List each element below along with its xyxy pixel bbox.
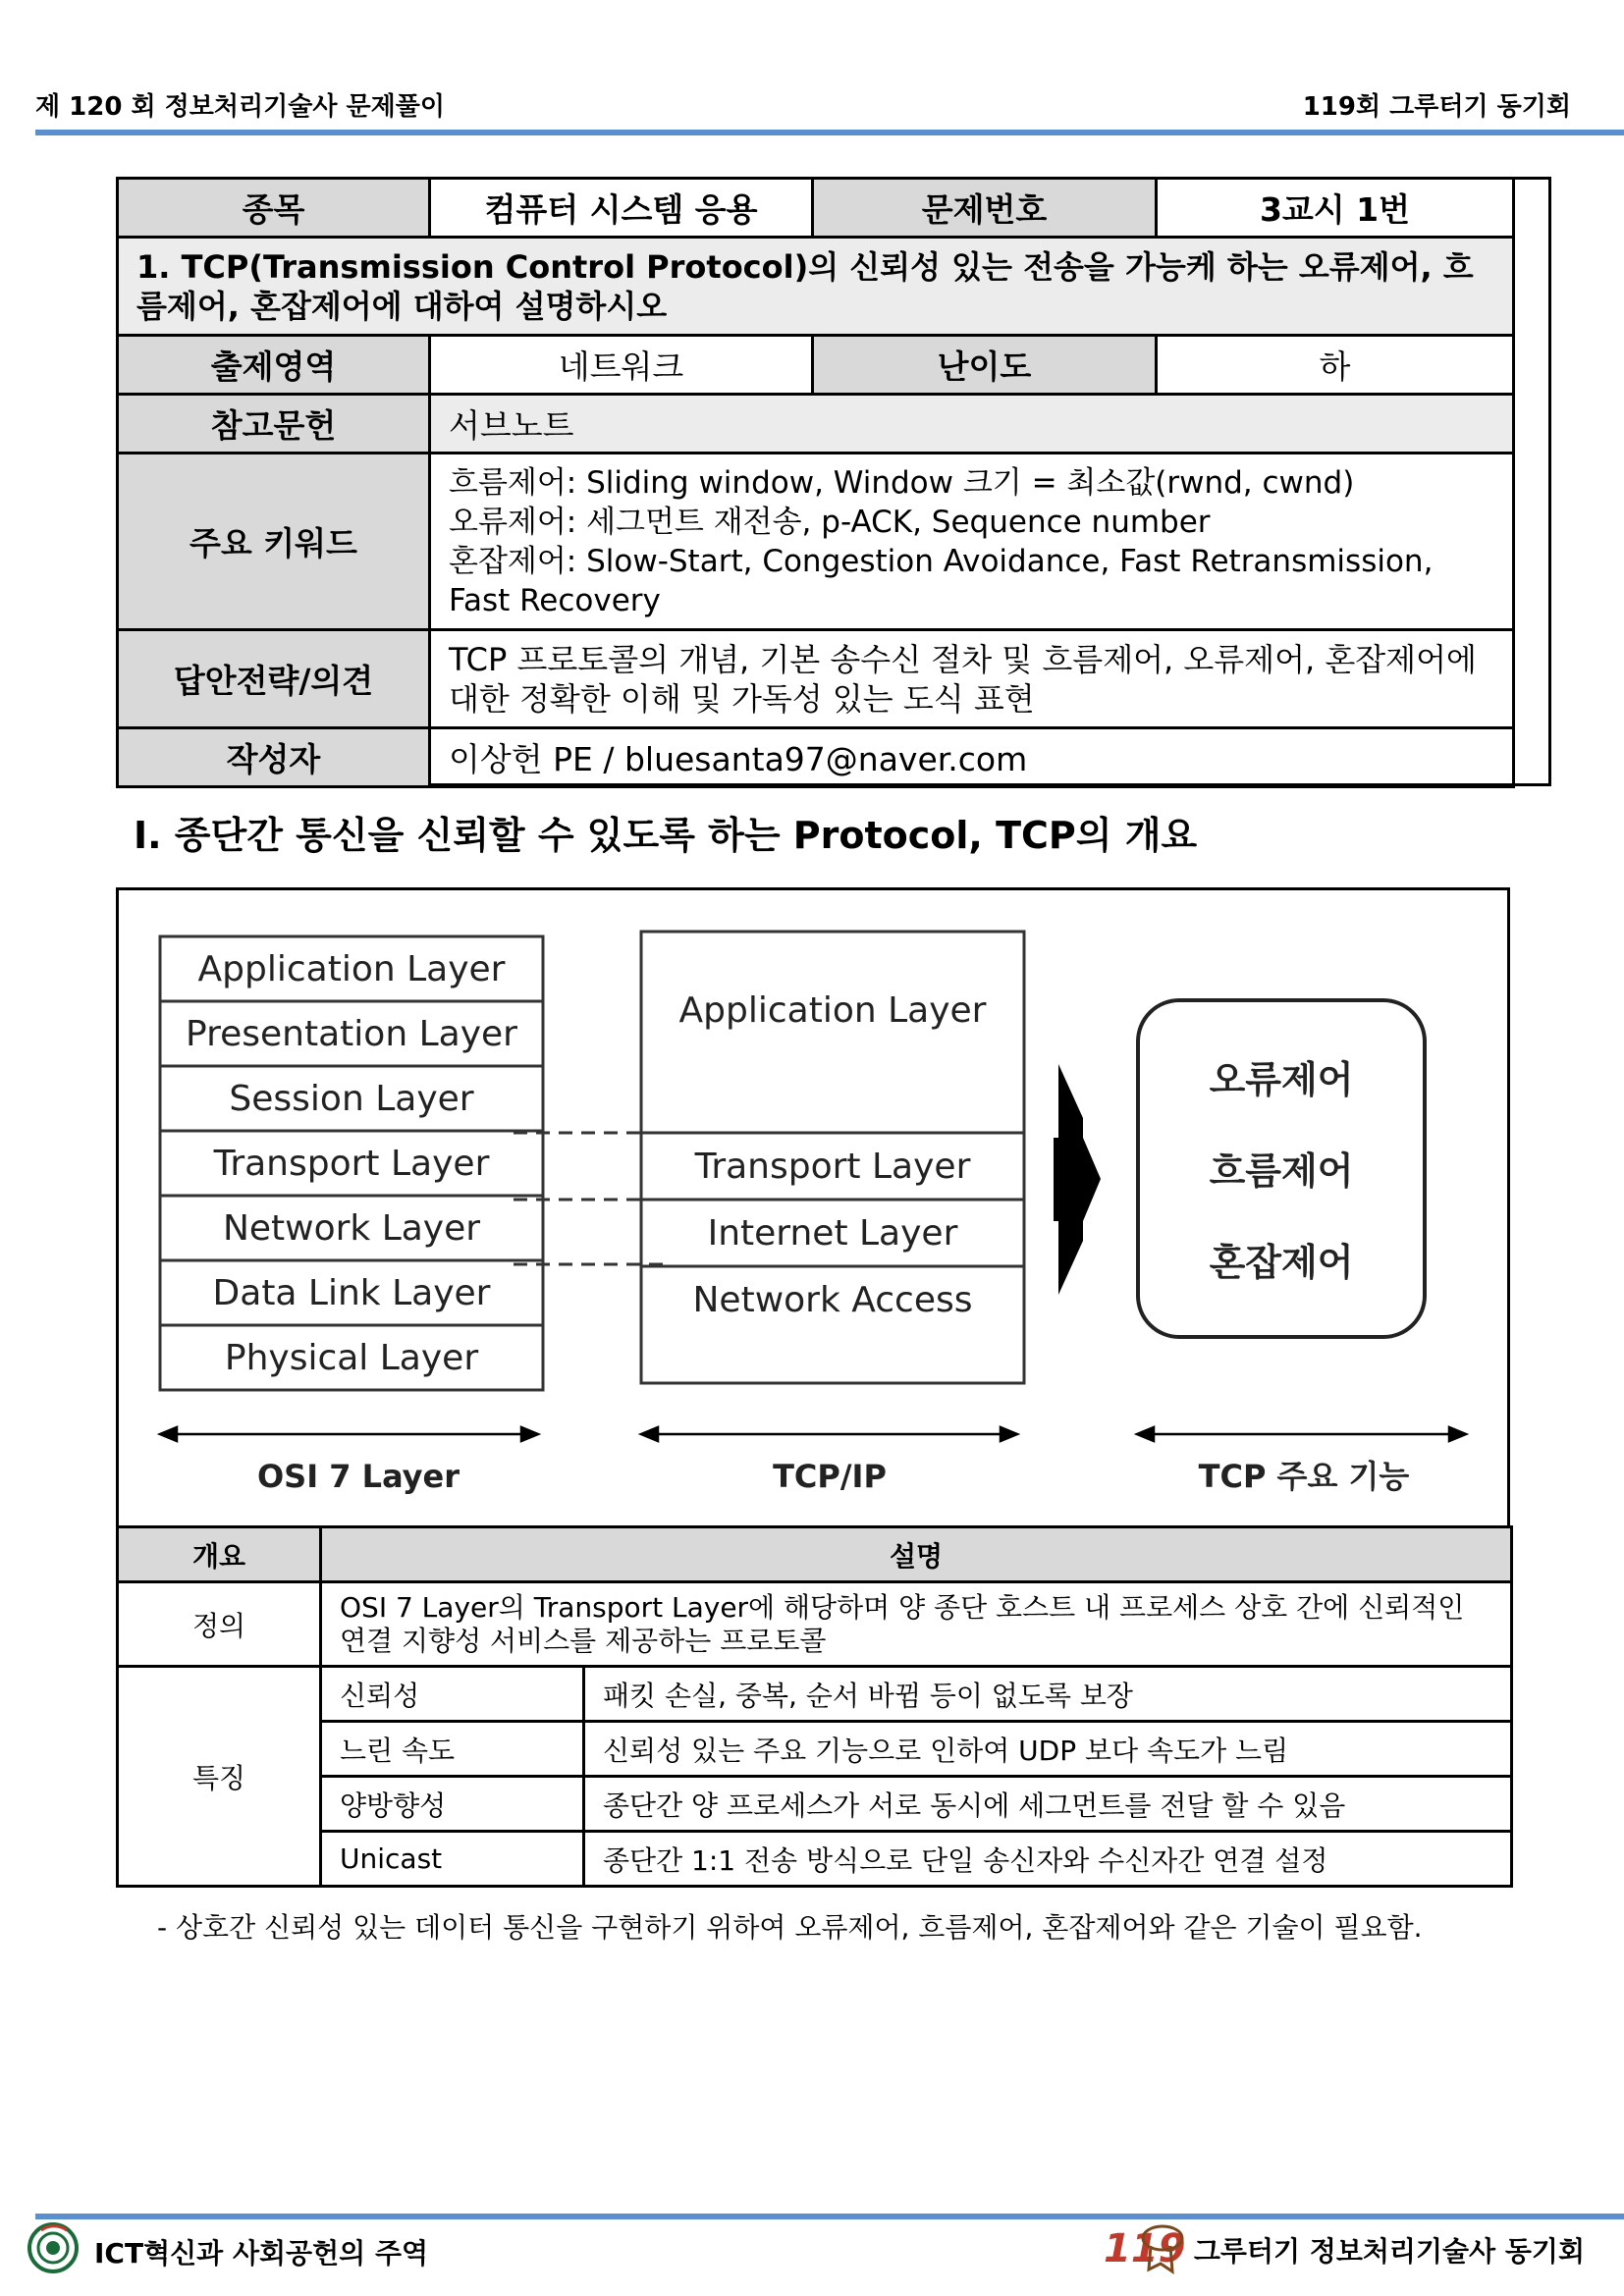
feature-desc: 종단간 양 프로세스가 서로 동시에 세그먼트를 전달 할 수 있음 [584,1777,1512,1832]
osi-layer-transport: Transport Layer [213,1144,490,1184]
footer-org-name: 그루터기 정보처리기술사 동기회 [1193,2235,1585,2268]
tcpip-layer-internet: Internet Layer [707,1213,958,1254]
feature-desc: 종단간 1:1 전송 방식으로 단일 송신자와 수신자간 연결 설정 [584,1832,1512,1887]
overview-header-category: 개요 [118,1527,321,1582]
ict-logo-icon [27,2222,79,2273]
header-left-title: 제 120 회 정보처리기술사 문제풀이 [35,92,445,122]
tcpip-layer-transport: Transport Layer [694,1147,971,1187]
reference-label: 참고문헌 [118,395,430,454]
logo-number: 119 [1104,2226,1186,2271]
osi-layer-session: Session Layer [229,1079,474,1119]
keyword-error: 오류제어: 세그먼트 재전송, p-ACK, Sequence number [449,504,1211,540]
overview-header-description: 설명 [321,1527,1512,1582]
tcpip-stack [641,932,1024,1383]
keywords-value [430,454,1514,630]
table-row [118,1722,1512,1777]
area-value: 네트워크 [430,336,813,395]
definition-label: 정의 [118,1582,321,1667]
tcpip-layer-network-access: Network Access [692,1280,973,1320]
header-right-title: 119회 그루터기 동기회 [1302,92,1571,122]
osi-layer-application: Application Layer [197,949,506,989]
tcp-functions-box [1138,1000,1425,1337]
grutergi-logo [1102,2216,1190,2275]
tcp-overview-table [116,1525,1513,1888]
feature-desc: 신뢰성 있는 주요 기능으로 인하여 UDP 보다 속도가 느림 [584,1722,1512,1777]
function-error-control: 오류제어 [1209,1058,1354,1101]
reference-value: 서브노트 [430,395,1514,454]
tcpip-caption: TCP/IP [773,1458,887,1495]
osi-layer-presentation: Presentation Layer [186,1014,517,1054]
definition-text: OSI 7 Layer의 Transport Layer에 해당하며 양 종단 호스트 내 프로세스 상호 간에 신뢰적인 연결 지향성 서비스를 제공하는 프로토콜 [321,1582,1512,1667]
functions-caption: TCP 주요 기능 [1198,1458,1410,1495]
function-congestion-control: 혼잡제어 [1209,1241,1354,1284]
osi-caption: OSI 7 Layer [256,1458,460,1495]
area-label: 출제영역 [118,336,430,395]
header-divider [35,130,1624,135]
tcp-diagram [116,887,1510,1525]
tcp-diagram-svg [116,887,1510,1525]
osi-layer-network: Network Layer [222,1208,481,1249]
feature-name: 신뢰성 [321,1667,584,1722]
feature-name: 느린 속도 [321,1722,584,1777]
question-info-table [116,177,1515,788]
table-row [118,1667,1512,1722]
section-title: I. 종단간 통신을 신뢰할 수 있도록 하는 Protocol, TCP의 개요 [134,814,1198,857]
osi-layer-datalink: Data Link Layer [212,1273,491,1313]
feature-desc: 패킷 손실, 중복, 순서 바뀜 등이 없도록 보장 [584,1667,1512,1722]
keyword-congestion: 혼잡제어: Slow-Start, Congestion Avoidance, Fast Retransmission, Fast Recovery [449,543,1434,618]
question-number-label: 문제번호 [813,179,1157,238]
tcpip-layer-application: Application Layer [678,990,987,1031]
footer-slogan: ICT혁신과 사회공헌의 주역 [94,2237,429,2269]
function-flow-control: 흐름제어 [1209,1149,1354,1193]
strategy-label: 답안전략/의견 [118,630,430,728]
author-value: 이상헌 PE / bluesanta97@naver.com [430,728,1514,787]
keywords-label: 주요 키워드 [118,454,430,630]
strategy-value: TCP 프로토콜의 개념, 기본 송수신 절차 및 흐름제어, 오류제어, 혼잡제어에 대한 정확한 이해 및 가독성 있는 도식 표현 [430,630,1514,728]
osi-layer-physical: Physical Layer [224,1338,479,1378]
author-label: 작성자 [118,728,430,787]
subject-value: 컴퓨터 시스템 응용 [430,179,813,238]
feature-name: Unicast [321,1832,584,1887]
table-row [118,1832,1512,1887]
footer-divider [35,2214,1624,2219]
feature-name: 양방향성 [321,1777,584,1832]
features-label: 특징 [118,1667,321,1887]
caption-arrows [160,1427,1466,1441]
difficulty-value: 하 [1157,336,1514,395]
keyword-flow: 흐름제어: Sliding window, Window 크기 = 최소값(rwnd, cwnd) [449,464,1355,501]
question-number-value: 3교시 1번 [1157,179,1514,238]
table-row [118,1777,1512,1832]
difficulty-label: 난이도 [813,336,1157,395]
summary-note: - 상호간 신뢰성 있는 데이터 통신을 구현하기 위하여 오류제어, 흐름제어, 혼잡제어와 같은 기술이 필요함. [157,1911,1423,1944]
question-text: 1. TCP(Transmission Control Protocol)의 신뢰성 있는 전송을 가능케 하는 오류제어, 흐름제어, 혼잡제어에 대하여 설명하시오 [118,238,1514,336]
subject-label: 종목 [118,179,430,238]
osi-stack [160,936,543,1390]
